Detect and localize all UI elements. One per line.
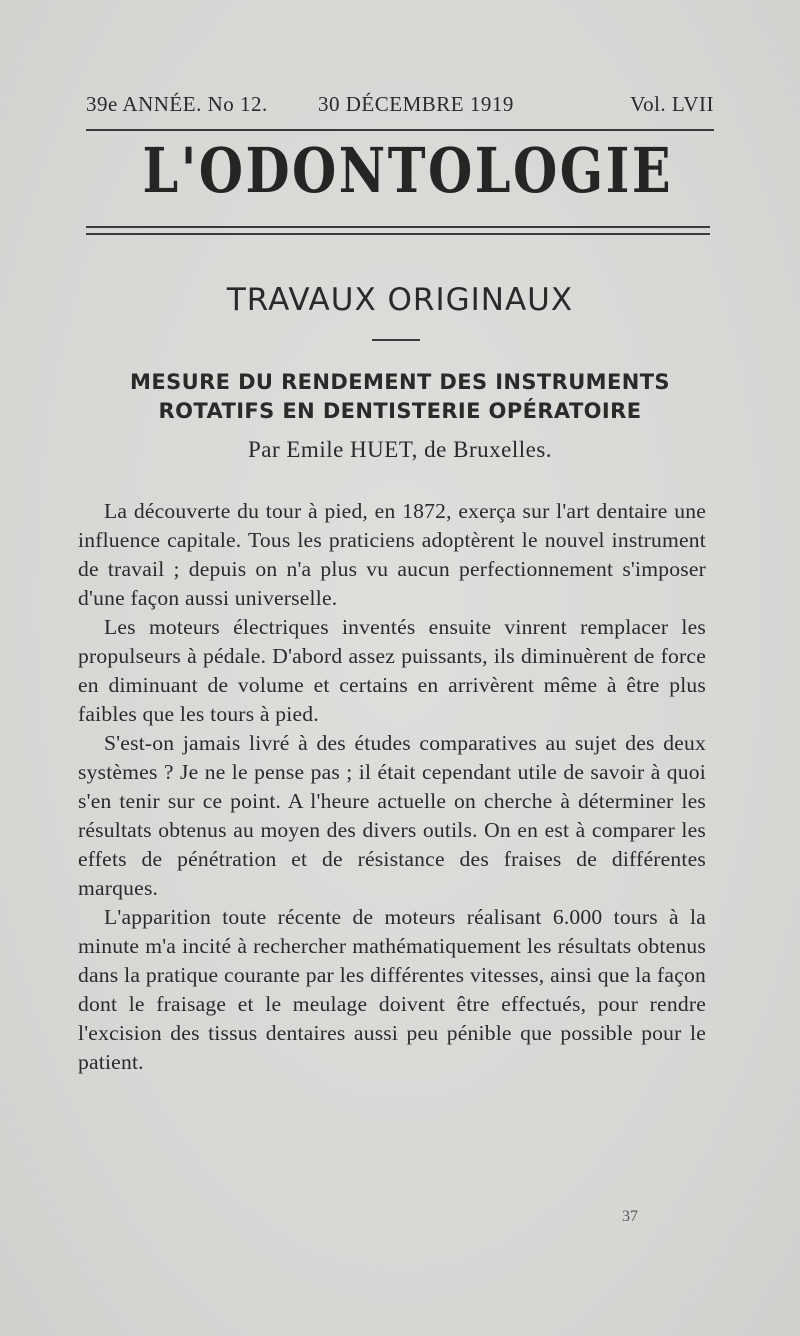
article-title bbox=[60, 368, 740, 426]
article-title-line-1: MESURE DU RENDEMENT DES INSTRUMENTS bbox=[130, 370, 670, 394]
section-rule bbox=[372, 339, 420, 341]
paragraph: S'est-on jamais livré à des études comparatives au sujet des deux systèmes ? Je ne le pense pas ; il était cependant utile de savoir à quoi s'en tenir sur ce point. A l'heure actuelle on cherche à déterminer les résultats obtenus au moyen des divers outils. On en est à comparer les effets de pénétration et de résistance des fraises de différentes marques. bbox=[78, 731, 706, 900]
journal-title: L'ODONTOLOGIE bbox=[142, 134, 674, 207]
article-title-line-2: ROTATIFS EN DENTISTERIE OPÉRATOIRE bbox=[158, 399, 642, 423]
paragraph: La découverte du tour à pied, en 1872, exerça sur l'art dentaire une influence capitale. Tous les praticiens adoptèrent le nouvel instrument de travail ; depuis on n'a plus vu aucun perfectionnement s'imposer d'une façon aussi universelle. bbox=[78, 499, 706, 610]
paragraph: L'apparition toute récente de moteurs réalisant 6.000 tours à la minute m'a incité à rechercher mathématiquement les résultats obtenus dans la pratique courante par les différentes vitesses, ainsi que la façon dont le fraisage et le meulage doivent être effectués, pour rendre l'excision des tissus dentaires aussi peu pénible que possible pour le patient. bbox=[78, 905, 706, 1074]
paragraph: Les moteurs électriques inventés ensuite vinrent remplacer les propulseurs à pédale. D'abord assez puissants, ils diminuèrent de force en diminuant de volume et certains en arrivèrent même à être plus faibles que les tours à pied. bbox=[78, 615, 706, 726]
issue-date: 30 DÉCEMBRE 1919 bbox=[318, 92, 514, 116]
issue-number: 39e ANNÉE. No 12. bbox=[86, 92, 268, 116]
section-title: TRAVAUX ORIGINAUX bbox=[226, 282, 574, 318]
article-body bbox=[78, 497, 706, 1077]
volume-number: Vol. LVII bbox=[630, 92, 714, 116]
header-rule bbox=[86, 129, 714, 131]
byline: Par Emile HUET, de Bruxelles. bbox=[247, 437, 553, 462]
running-head bbox=[86, 92, 714, 122]
page-folio: 37 bbox=[622, 1208, 638, 1225]
masthead-double-rule bbox=[86, 226, 710, 235]
